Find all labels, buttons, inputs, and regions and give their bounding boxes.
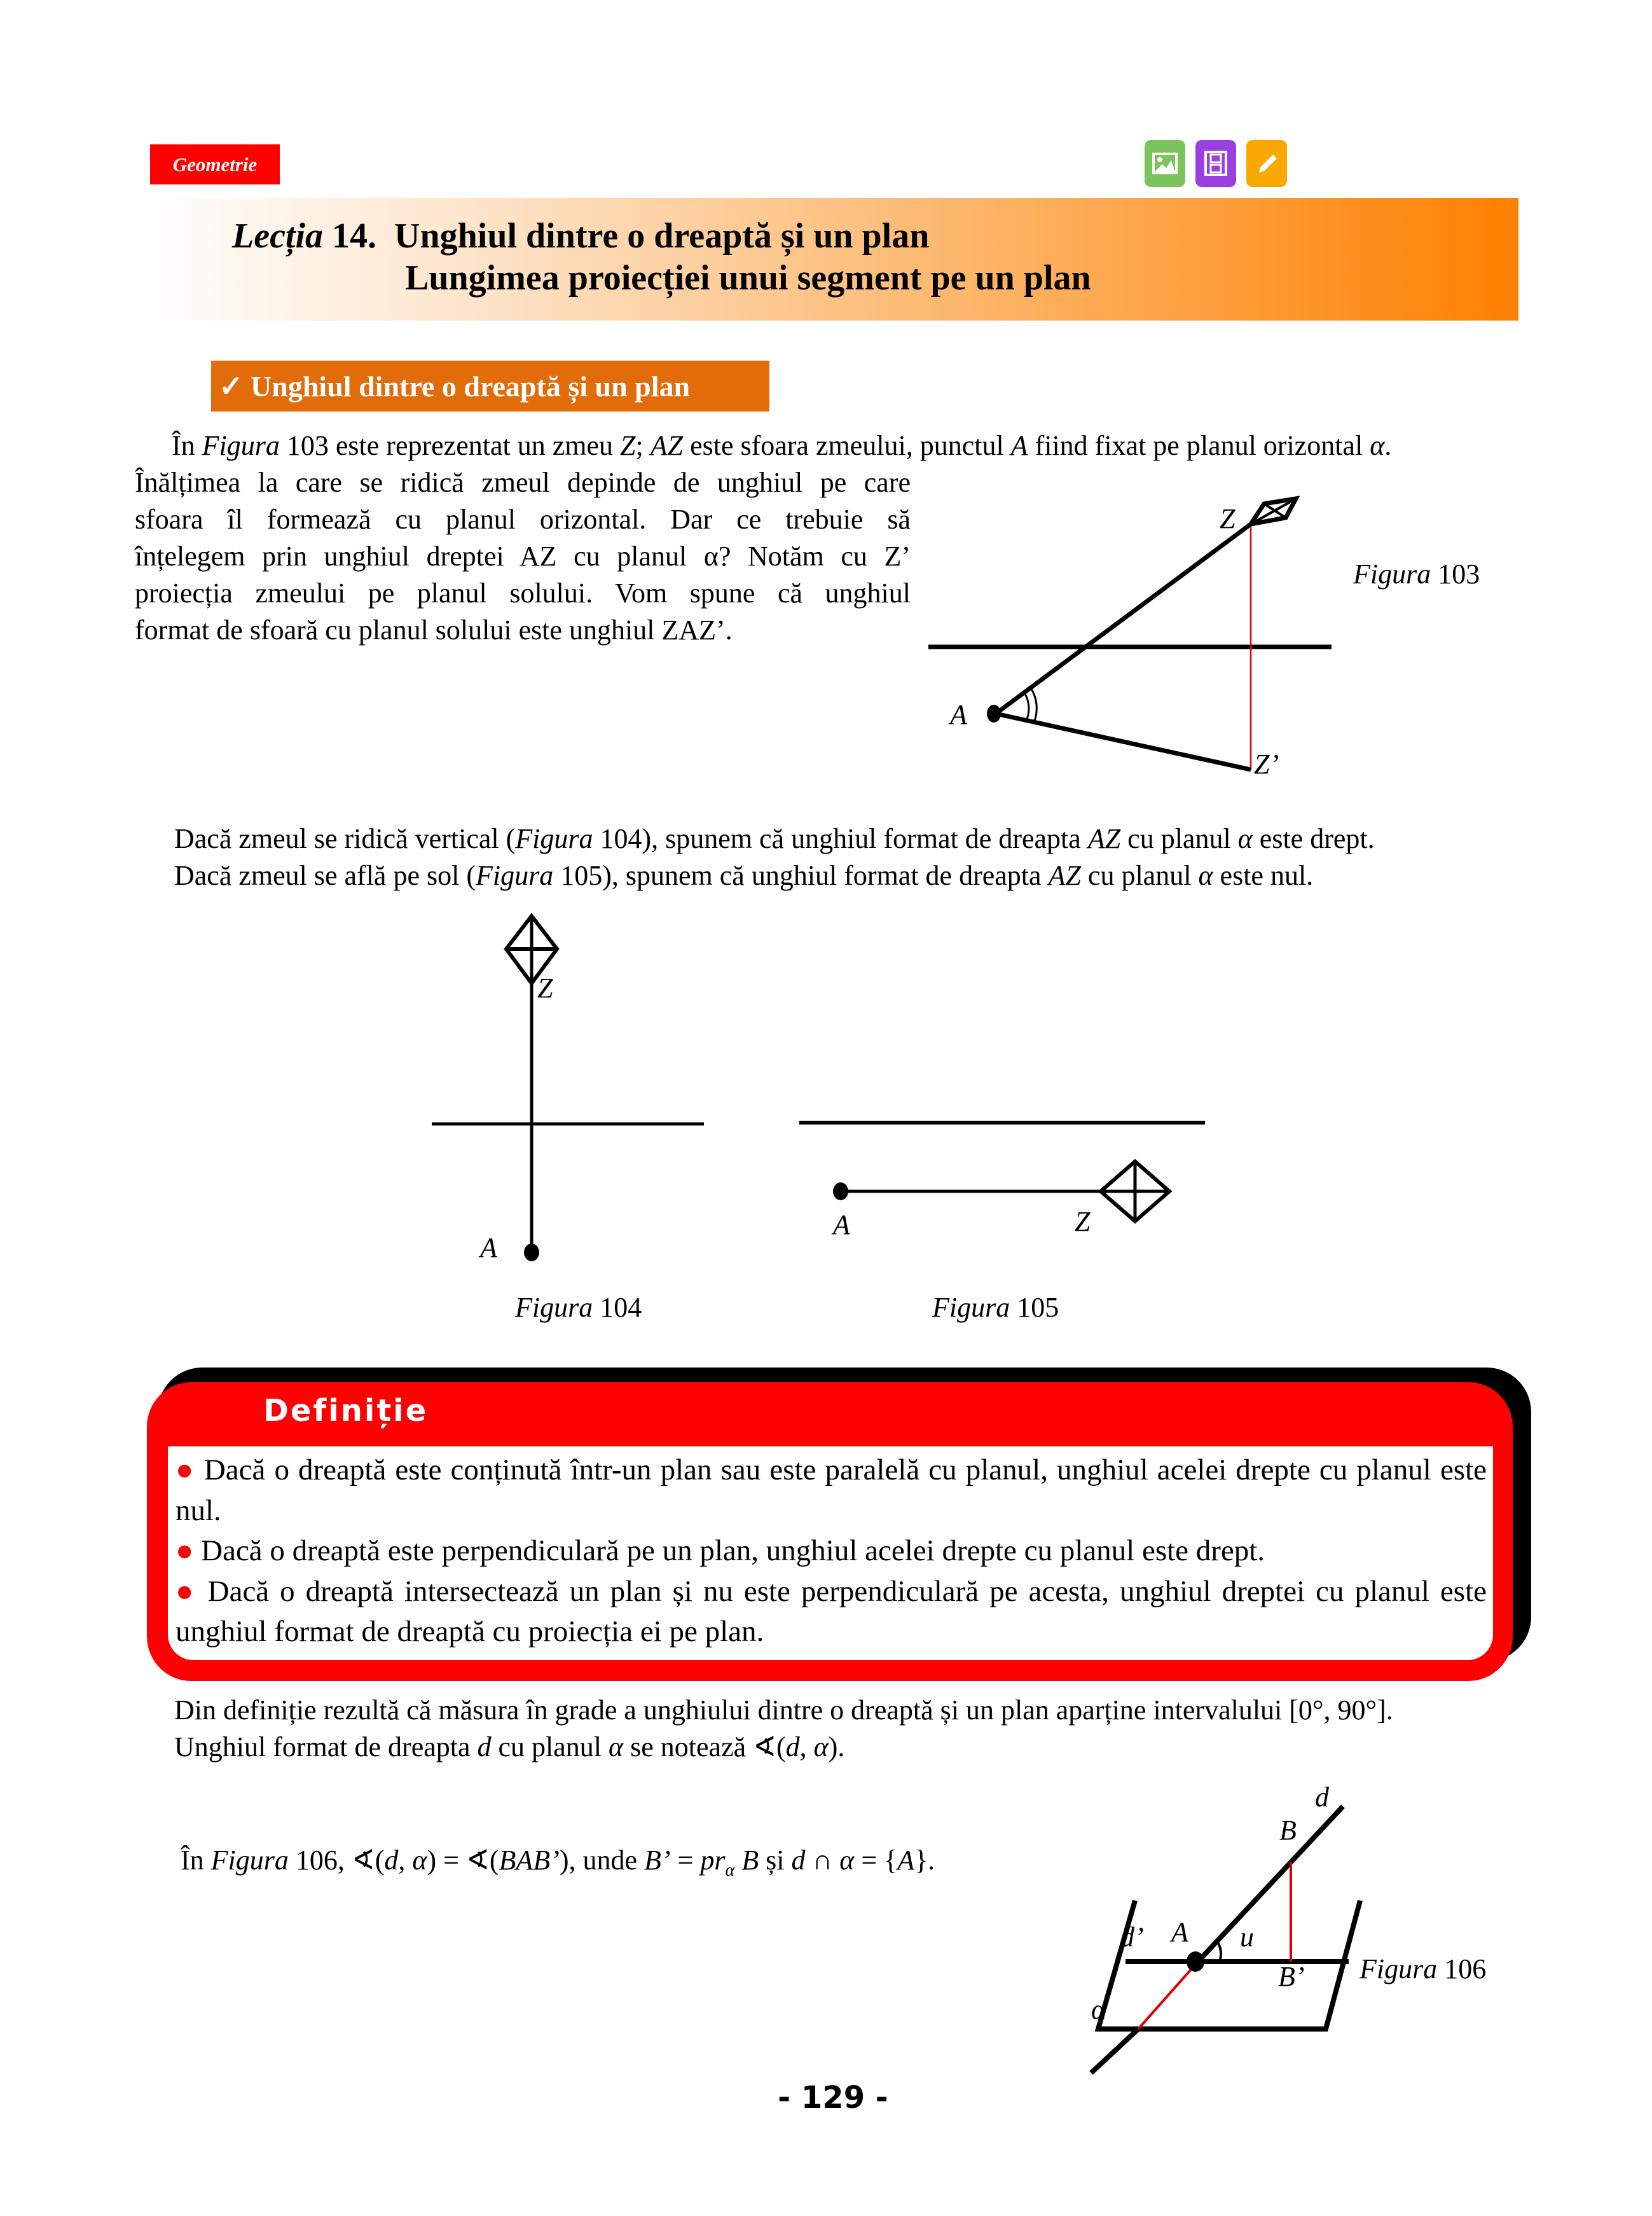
- fig103-caption: Figura 103: [1353, 558, 1480, 590]
- fig106-plane: [1098, 1901, 1360, 2029]
- fig104-point-a: [524, 1243, 539, 1261]
- fig105-label-a: A: [833, 1209, 850, 1240]
- point-a: [987, 705, 1001, 723]
- after-def-line-3: În Figura 106, ∢(d, α) = ∢(BAB’), unde B’ = $pr_\alpha$ B și d ∩ α = {A}.: [181, 1845, 935, 1880]
- intro-line: format de sfoară cu planul solului este unghiul ZAZ’.: [135, 614, 733, 646]
- check-icon: ✓: [219, 370, 244, 403]
- definition-item: ● Dacă o dreaptă este perpendiculară pe un plan, unghiul acelei drepte cu planul este drept.: [176, 1534, 1265, 1567]
- kite-string: [996, 524, 1251, 714]
- subject-tag: Geometrie: [150, 144, 280, 184]
- fig104-label-z: Z: [537, 973, 553, 1004]
- fig103-label-zp: Z’: [1254, 749, 1279, 780]
- lesson-prefix: Lecția: [232, 216, 324, 256]
- intro-line: sfoara îl formează cu planul orizontal. Dar ce trebuie să: [135, 504, 911, 535]
- fig106-label-u: u: [1240, 1922, 1254, 1953]
- fig106-label-b-prime: B’: [1278, 1961, 1305, 1992]
- fig106-label-a: A: [1171, 1916, 1188, 1948]
- after-def-line-2: Unghiul format de dreapta d cu planul α se notează ∢(d, α).: [174, 1731, 845, 1762]
- fig105-point-a: [833, 1182, 848, 1200]
- lesson-title-line2: Lungimea proiecției unui segment pe un plan: [405, 258, 1091, 298]
- definition-text: [176, 1450, 1487, 1652]
- para2-line-2: Dacă zmeul se află pe sol (Figura 105), spunem că unghiul format de dreapta AZ cu planul α este nul.: [174, 860, 1314, 891]
- fig105-caption: Figura 105: [932, 1292, 1059, 1323]
- fig106-label-alpha: α: [1091, 1994, 1106, 2025]
- bullet-icon: ●: [176, 1574, 197, 1608]
- bullet-icon: ●: [176, 1453, 195, 1486]
- lesson-number: 14.: [332, 216, 377, 256]
- fig106-hidden-segment: [1138, 1962, 1198, 2029]
- after-def-line-1: Din definiție rezultă că măsura în grade a unghiului dintre o dreaptă și un plan aparține intervalului [0°, 90°].: [174, 1694, 1393, 1726]
- angle-arc: [1024, 693, 1029, 721]
- fig106-point-a: [1187, 1951, 1204, 1972]
- fig106-line-d: [1198, 1806, 1343, 1962]
- definition-title: Definiție: [263, 1393, 429, 1429]
- lesson-title-line1: Unghiul dintre o dreaptă și un plan: [394, 216, 930, 256]
- fig106-label-d: d: [1315, 1782, 1329, 1813]
- fig106-label-d-prime: d’: [1120, 1922, 1144, 1953]
- fig104-caption: Figura 104: [515, 1292, 642, 1323]
- fig104-label-a: A: [480, 1232, 497, 1263]
- bullet-icon: ●: [176, 1534, 194, 1567]
- intro-line-1: În Figura 103 este reprezentat un zmeu Z; AZ este sfoara zmeului, punctul A fiind fixat pe planul orizontal α.: [172, 430, 1392, 461]
- intro-line: proiecția zmeului pe planul solului. Vom spune că unghiul: [135, 578, 911, 609]
- intro-line: înțelegem prin unghiul dreptei AZ cu planul α? Notăm cu Z’: [135, 541, 911, 572]
- fig106-label-b: B: [1279, 1815, 1297, 1846]
- definition-item: ● Dacă o dreaptă este conținută într-un plan sau este paralelă cu planul, unghiul acelei drepte cu planul este nul.: [176, 1453, 1487, 1527]
- fig106-caption: Figura 106: [1359, 1953, 1487, 1984]
- section-title: Unghiul dintre o dreaptă și un plan: [251, 370, 691, 403]
- page-number: - 129 -: [778, 2080, 888, 2116]
- fig103-label-z: Z: [1220, 503, 1236, 534]
- fig106-angle-arc: [1217, 1941, 1221, 1962]
- fig103-label-a: A: [950, 699, 967, 730]
- para2-line-1: Dacă zmeul se ridică vertical (Figura 104), spunem că unghiul format de dreapta AZ cu planul α este drept.: [174, 823, 1375, 854]
- definition-item: ● Dacă o dreaptă intersectează un plan și nu este perpendiculară pe acesta, unghiul dreptei cu planul este unghiul format de dreaptă cu proiecția ei pe plan.: [176, 1574, 1487, 1648]
- fig105-label-z: Z: [1075, 1206, 1091, 1237]
- intro-line: Înălțimea la care se ridică zmeul depinde de unghiul pe care: [135, 467, 911, 498]
